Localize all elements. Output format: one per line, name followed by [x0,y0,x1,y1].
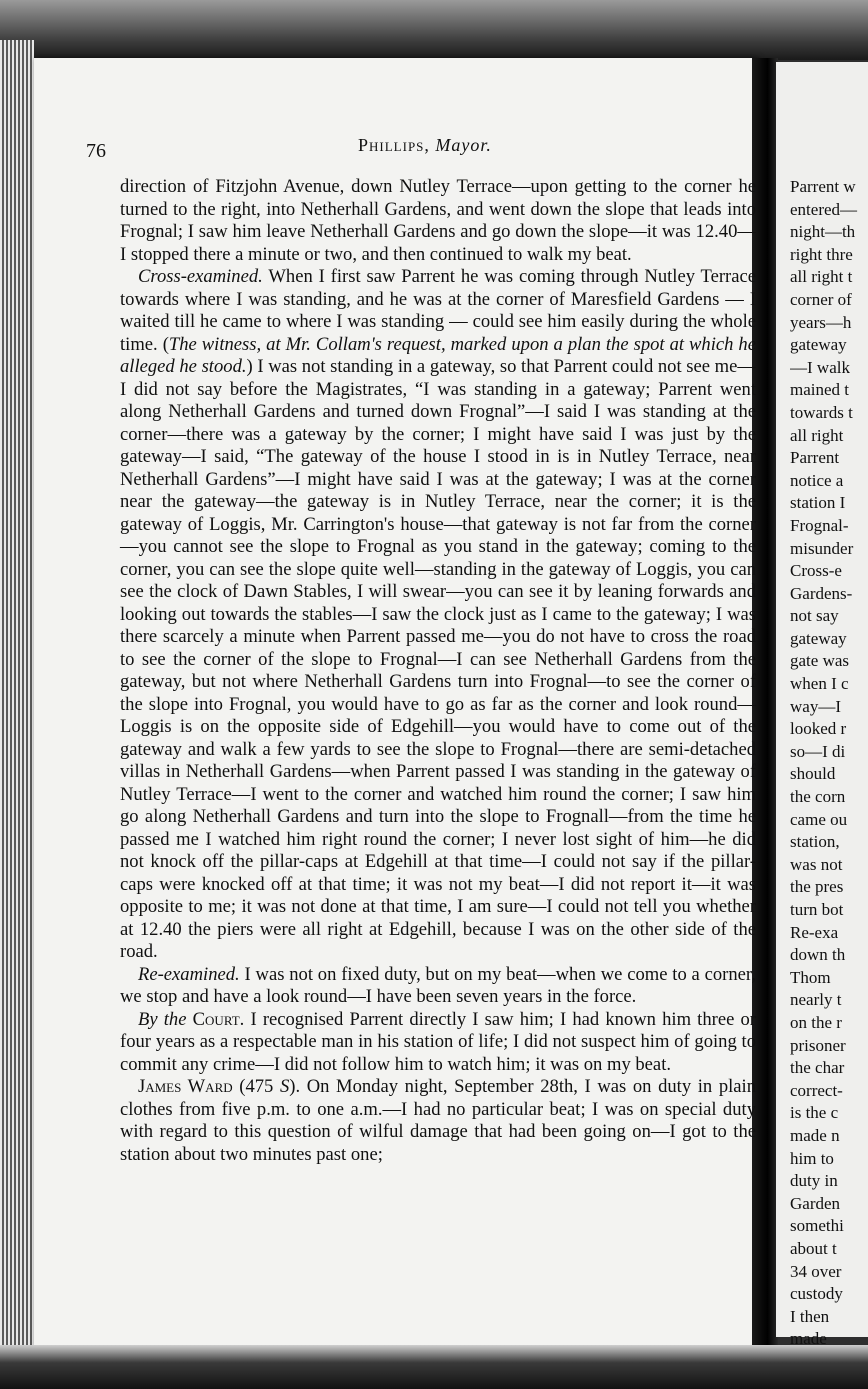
right-page-line: turn bot [790,900,844,919]
right-page-line: Parrent w [790,177,856,196]
cross-examined-label: Cross-examined. [138,266,263,287]
running-head [358,135,492,156]
right-page-line: all right [790,425,844,445]
right-page-line: notice a [790,470,844,490]
right-page-line: Re-exa [790,922,839,942]
body-text [120,176,756,1166]
paragraph-by-the-court [120,1009,756,1077]
right-page-line: about t [790,1238,837,1258]
right-page-line: down th [790,945,846,965]
right-page-line: I then [790,1306,830,1326]
scan-bottom-edge [0,1345,868,1389]
right-page-line: mained t [790,380,850,400]
james-ward-text: On Monday night, September 28th, I was on duty in plain clothes from five p.m. to one a.m.—I had no particular beat; I was on special duty with regard to this question of wilful damage that had been going on—I got to the station about two minutes past one; [120,1076,756,1165]
right-page-line: so—I di [790,741,846,761]
right-page-line: gateway [790,628,847,648]
right-page-line: not say [790,606,839,626]
right-page-line: night—th [790,222,856,242]
right-page-text [790,176,868,1351]
right-page-line: custody [790,1284,843,1304]
right-page-line: towards t [790,402,853,422]
paragraph-re-examination [120,964,756,1009]
right-page-line: right thre [790,244,853,264]
right-page-line: the corn [790,787,846,807]
right-page-line: nearly t [790,990,842,1010]
court-direction-italic: The witness, at Mr. Collam's request, marked upon a plan the spot at which he alleged he stood. [120,333,756,377]
right-page-line: somethi [790,1216,844,1236]
running-head-title: Mayor. [435,135,492,155]
right-page-line: correct- [790,1080,843,1100]
court-label: Court. [186,1008,245,1030]
book-page-edges [0,40,34,1360]
right-page-line: all right t [790,267,853,287]
warrant-number-a: (475 [232,1076,280,1097]
page-number: 76 [86,140,106,162]
right-page-line: him to [790,1148,834,1168]
right-page-line: made n [790,1125,840,1145]
right-page-line: looked r [790,719,847,739]
right-page-line: way—I [790,696,841,716]
right-page-line: Gardens- [790,583,853,603]
right-page-line: is the c [790,1103,839,1123]
right-page-line: Thom [790,967,831,987]
witness-name: James Ward [138,1076,233,1097]
right-page-line: entered— [790,199,858,219]
warrant-number-division: S [279,1076,290,1097]
right-page-line: Parrent [790,448,840,468]
paragraph-james-ward [120,1076,756,1166]
right-page-line: made [790,1329,827,1349]
right-page-line: corner of [790,289,852,309]
right-page-line: 34 over [790,1261,842,1281]
right-page-line: was not [790,854,843,874]
running-head-name: Phillips, [358,135,430,155]
right-page-line: years—h [790,312,852,332]
cross-examination-text-b: ) I was not standing in a gateway, so that Parrent could not see me—I did not say before the Magistrates, “I was standing in a gateway; Parrent went along Netherhall Gardens and turned down Frognal”—I said I was standing at the corner—there was a gateway by the corner; I might have said I was just by the gateway—I said, “The gateway of the house I stood in is in Nutley Terrace, near Netherhall Gardens”—I might have said I was at the gateway; I was at the corner near the gateway—the gateway is in Nutley Terrace, near the corner; it is the gateway of Loggis, Mr. Carrington's house—that gateway is not far from the corner—you cannot see the slope to Frognal as you stand in the gateway; coming to the corner, you can see the slope quite well—standing in the gateway of Loggis, you can see the clock of Dawn Stables, I will swear—you can see it by leaning forwards and looking out towards the stables—I saw the clock just as I came to the gateway; I was there scarcely a minute when Parrent passed me—you do not have to cross the road to see the corner of the slope to Frognal—I can see Netherhall Gardens from the gateway, but not where Netherhall Gardens turn into Frognal—to see the corner of the slope into Frognal, you would have to go as far as the corner and look round—Loggis is on the opposite side of Edgehill—you would have to come out of the gateway and walk a few yards to see the slope to Frognal—there are semi-detached villas in Netherhall Gardens—when Parrent passed I was standing in the gateway of Nutley Terrace—I went to the corner and watched him round the corner; I saw him go along Netherhall Gardens and turn into the slope to Frognall—from the time he passed me I watched him right round the corner; I never lost sight of him—he did not knock off the pillar-caps at Edgehill at that time—I could not say if the pillar-caps were knocked off at that time; it was not my beat—I did not report it—it was opposite to me; it was not done at that time, I am sure—I could not tell you whether at 12.40 the piers were all right at Edgehill, because I was on the other side of the road. [120,356,756,962]
right-page-line: gateway [790,335,847,355]
right-page-line: misunder [790,538,854,558]
right-page-line: Garden [790,1193,841,1213]
right-page-line: station, [790,832,840,852]
right-page-line: came ou [790,809,848,829]
right-page-line: should [790,764,836,784]
cross-examination-text-a: When I first saw Parrent he was coming through Nutley Terrace towards where I was standing, and he was at the corner of Maresfield Gardens — I waited till he came to where I was standing — could see him easily during the whole time. ( [120,266,756,355]
right-page-line: the char [790,1058,845,1078]
right-page-line: prisoner [790,1035,846,1055]
right-page-line: duty in [790,1171,838,1191]
right-page-line: Cross-e [790,561,842,581]
re-examined-label: Re-examined. [138,963,240,985]
paragraph-cross-examination [120,266,756,964]
right-page-line: —I walk [790,357,850,377]
scan-top-edge [0,0,868,60]
right-page-line: Frognal- [790,515,849,535]
by-the-court-text: I recognised Parrent directly I saw him; I had known him three or four years as a respectable man in his station of life; I did not suspect him of going to commit any crime—I did not follow him to watch him; it was on my beat. [120,1008,756,1075]
right-page-line: the pres [790,877,844,897]
right-page-line: on the r [790,1012,842,1032]
by-the-label: By the [138,1008,187,1030]
right-page-line: when I c [790,674,849,694]
right-page-line: station I [790,493,846,513]
paragraph-direct-testimony: direction of Fitzjohn Avenue, down Nutley Terrace—upon getting to the corner he turned to the right, into Netherhall Gardens, and went down the slope that leads into Frognal; I saw him leave Netherhall Gardens and go down the slope—it was 12.40—I stopped there a minute or two, and then continued to walk my beat. [120,176,756,265]
re-examination-text: I was not on fixed duty, but on my beat—when we come to a corner, we stop and have a look round—I have been seven years in the force. [120,963,756,1007]
right-page-line: gate was [790,651,850,671]
warrant-number-b: ). [289,1076,301,1097]
